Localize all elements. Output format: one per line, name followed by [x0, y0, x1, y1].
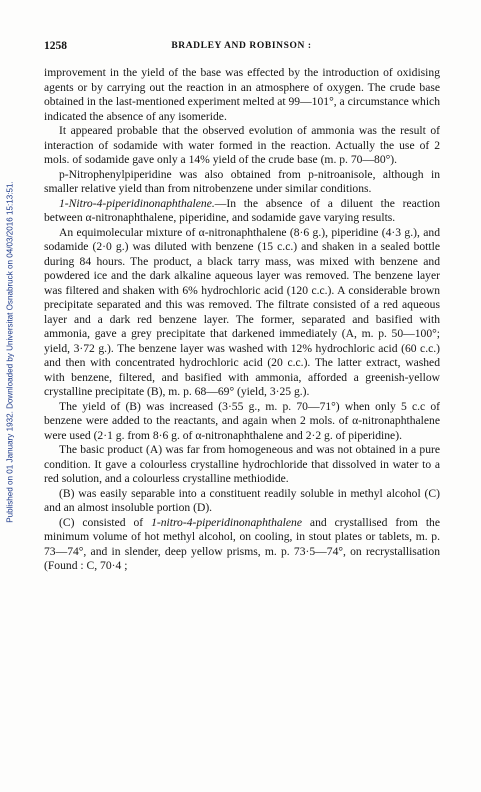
page-number: 1258	[44, 40, 67, 52]
paragraph	[44, 516, 440, 574]
page-header	[44, 40, 439, 56]
paragraph-text: —In the absence of a diluent the reaction between α-nitronaphthalene, piperidine, and sodamide gave varying results.	[44, 196, 440, 224]
paragraph	[44, 197, 440, 226]
paragraph-lead: (C) consisted of	[59, 515, 152, 529]
download-watermark	[1, 72, 19, 632]
paragraph: It appeared probable that the observed evolution of ammonia was the result of interaction of sodamide with water formed in the reaction. Actually the use of 2 mols. of sodamide gave only a 14% yield of the crude base (m. p. 70—80°).	[44, 124, 440, 166]
paragraph: The yield of (B) was increased (3·55 g., m. p. 70—71°) when only 5 c.c of benzene were added to the reactants, and again when 2 mols. of α-nitronaphthalene were used (2·1 g. from 8·6 g. of α-nitronaphthalene and 2·2 g. of piperidine).	[44, 399, 440, 442]
paragraph: The basic product (A) was far from homogeneous and was not obtained in a pure condition. It gave a colourless crystalline hydrochloride that dissolved in water to a red solution, and a colourless crystalline methiodide.	[44, 443, 440, 485]
paragraph: p-Nitrophenylpiperidine was also obtained from p-nitroanisole, although in smaller relative yield than from nitrobenzene under similar conditions.	[44, 167, 440, 195]
compound-name: 1-nitro-4-piperidinonaphthalene	[151, 515, 302, 529]
paragraph: improvement in the yield of the base was effected by the introduction of oxidising agents or by carrying out the reaction in an atmosphere of oxygen. The crude base obtained in the last-mentioned experiment melted at 99—101°, a circumstance which indicated the absence of any isomeride.	[44, 66, 440, 123]
paragraph-text: and crystallised from the minimum volume of hot methyl alcohol, on cooling, in stout plates or tablets, m. p. 73—74°, and in slender, deep yellow prisms, m. p. 73·5—74°, on recrystallisation (Found : C, 70·4 ;	[44, 515, 440, 572]
section-heading: 1-Nitro-4-piperidinonaphthalene.	[59, 196, 215, 210]
paragraph: An equimolecular mixture of α-nitronaphthalene (8·6 g.), piperidine (4·3 g.), and sodamide (2·0 g.) was diluted with benzene (15 c.c.) and shaken in a sealed bottle during 84 hours. The product, a black tarry mass, was mixed with benzene and powdered ice and the dark alkaline aqueous layer was removed. The benzene layer was filtered and shaken with 6% hydrochloric acid (120 c.c.). A considerable brown precipitate separated and this was removed. The filtrate consisted of a red aqueous layer and a dark red benzene layer. The former, separated and basified with ammonia, gave a grey precipitate that darkened immediately (A, m. p. 50—100°; yield, 3·72 g.). The benzene layer was washed with 12% hydrochloric acid (60 c.c.) and then with concentrated hydrochloric acid (20 c.c.). The latter extract, washed with benzene, filtered, and basified with ammonia, afforded a greenish-yellow crystalline precipitate (B), m. p. 68—69° (yield, 3·25 g.).	[44, 225, 440, 398]
paragraph: (B) was easily separable into a constituent readily soluble in methyl alcohol (C) and an almost insoluble portion (D).	[44, 486, 440, 514]
running-head: BRADLEY AND ROBINSON :	[171, 41, 312, 51]
download-watermark-text: Published on 01 January 1932. Downloaded by Universitat Osnabruck on 04/03/2016 15:13:51.	[5, 181, 15, 523]
body-text	[44, 66, 440, 574]
